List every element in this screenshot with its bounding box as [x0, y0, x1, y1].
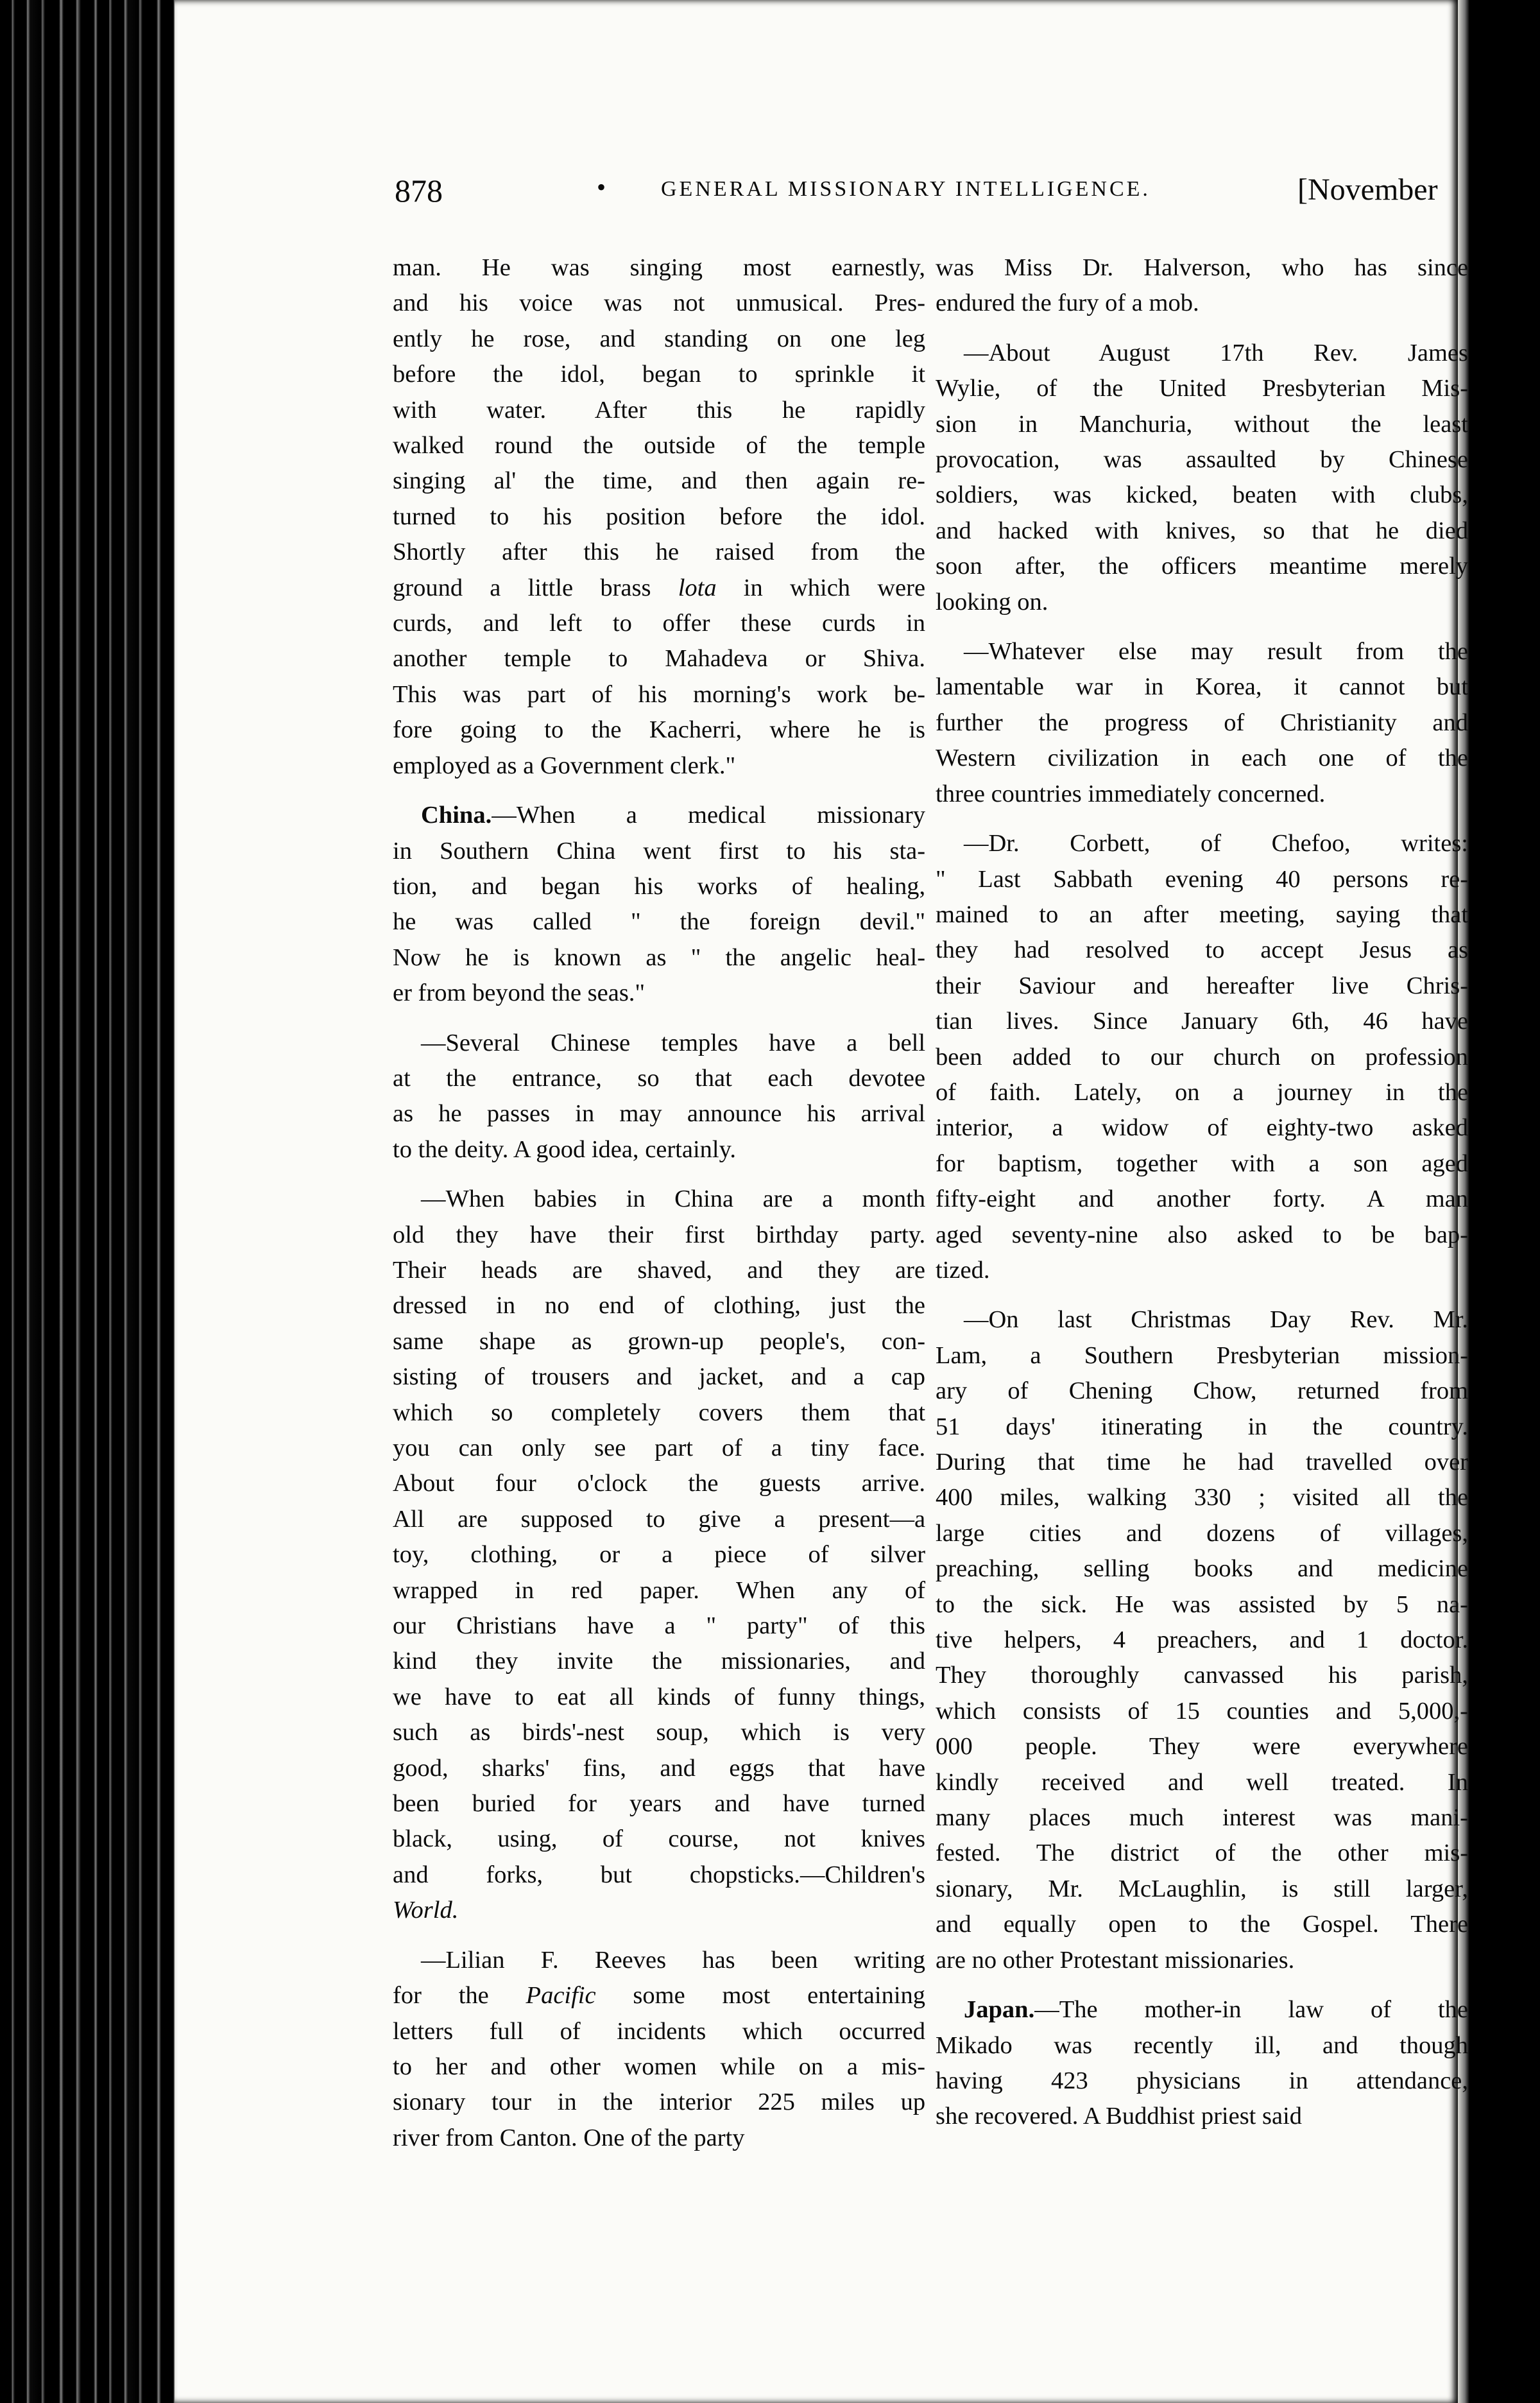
text-line: Mikado was recently ill, and though	[936, 2031, 1469, 2059]
binding-gutter	[0, 0, 193, 2403]
text-line: soon after, the officers meantime merely	[936, 553, 1469, 580]
text-line: Now he is known as " the angelic heal-	[393, 943, 926, 971]
text-line: employed as a Government clerk."	[393, 752, 736, 779]
text-line: to the deity. A good idea, certainly.	[393, 1135, 736, 1163]
text-line: —Whatever else may result from the	[964, 638, 1469, 666]
text-line: All are supposed to give a present—a	[393, 1505, 926, 1533]
text-line: sionary tour in the interior 225 miles up	[393, 2089, 926, 2116]
text-line: fifty-eight and another forty. A man	[936, 1185, 1468, 1213]
text-line: many places much interest was mani-	[936, 1804, 1468, 1832]
text-line: " Last Sabbath evening 40 persons re-	[936, 865, 1469, 893]
text-line: we have to eat all kinds of funny things,	[393, 1683, 926, 1710]
text-line: 400 miles, walking 330 ; visited all the	[936, 1484, 1469, 1512]
text-line: World.	[393, 1897, 459, 1924]
text-line: preaching, selling books and medicine	[936, 1555, 1469, 1583]
text-line-rest: —When a medical missionary	[492, 802, 926, 829]
text-line: 000 people. They were everywhere	[936, 1733, 1469, 1761]
text-line: ground a little brass lota in which were	[393, 574, 926, 601]
text-line: river from Canton. One of the party	[393, 2124, 745, 2151]
text-line: to the sick. He was assisted by 5 na-	[936, 1590, 1469, 1618]
text-line: letters full of incidents which occurred	[393, 2017, 926, 2045]
text-line: mained to an after meeting, saying that	[936, 900, 1469, 928]
text-line: turned to his position before the idol.	[393, 503, 926, 530]
section-lead: China.	[421, 802, 492, 829]
text-line: Wylie, of the United Presbyterian Mis-	[936, 375, 1469, 402]
text-line: fested. The district of the other mis-	[936, 1839, 1469, 1867]
text-line: —On last Christmas Day Rev. Mr.	[964, 1306, 1469, 1334]
paragraph	[936, 250, 1468, 322]
text-line: aged seventy-nine also asked to be bap-	[936, 1221, 1469, 1248]
text-line: old they have their first birthday party.	[393, 1221, 926, 1248]
text-line: they had resolved to accept Jesus as	[936, 936, 1469, 964]
text-line: you can only see part of a tiny face.	[393, 1434, 926, 1461]
text-line: large cities and dozens of villages,	[936, 1519, 1469, 1547]
text-line: which so completely covers them that	[393, 1399, 926, 1426]
text-line: such as birds'-nest soup, which is very	[393, 1719, 926, 1746]
text-line: to her and other women while on a mis-	[393, 2053, 926, 2080]
text-line: Their heads are shaved, and they are	[393, 1256, 926, 1284]
text-line: interior, a widow of eighty-two asked	[936, 1114, 1469, 1142]
text-line: further the progress of Christianity and	[936, 709, 1469, 736]
text-line: and his voice was not unmusical. Pres-	[393, 289, 926, 317]
paragraph	[393, 1943, 925, 2156]
text-line: man. He was singing most earnestly,	[393, 254, 925, 281]
left-column	[393, 250, 925, 2170]
text-line: wrapped in red paper. When any of	[393, 1576, 926, 1604]
page-number: 878	[395, 173, 443, 209]
text-line: was Miss Dr. Halverson, who has since	[936, 254, 1469, 281]
text-line: at the entrance, so that each devotee	[393, 1064, 926, 1092]
text-line: three countries immediately concerned.	[936, 780, 1326, 807]
text-line: They thoroughly canvassed his parish,	[936, 1662, 1468, 1689]
paragraph	[936, 336, 1468, 620]
text-line: for the Pacific some most entertaining	[393, 1982, 926, 2010]
text-line: provocation, was assaulted by Chinese	[936, 446, 1468, 474]
text-line: endured the fury of a mob.	[936, 289, 1199, 317]
text-line: singing al' the time, and then again re-	[393, 467, 925, 495]
text-line: ently he rose, and standing on one leg	[393, 325, 926, 352]
text-line: —Several Chinese temples have a bell	[421, 1029, 926, 1056]
text-line: tion, and began his works of healing,	[393, 872, 926, 900]
header-month: [November	[1297, 173, 1438, 207]
text-line: lamentable war in Korea, it cannot but	[936, 673, 1469, 701]
paragraph	[393, 1182, 925, 1929]
text-line: sionary, Mr. McLaughlin, is still larger,	[936, 1875, 1469, 1902]
paragraph	[393, 250, 925, 784]
text-line: kind they invite the missionaries, and	[393, 1648, 925, 1675]
text-line: —When babies in China are a month	[421, 1185, 926, 1213]
text-line: which consists of 15 counties and 5,000,-	[936, 1697, 1468, 1725]
text-line: —Dr. Corbett, of Chefoo, writes:	[964, 830, 1469, 857]
text-line: kindly received and well treated. In	[936, 1768, 1468, 1796]
text-line: toy, clothing, or a piece of silver	[393, 1541, 926, 1569]
text-line: been buried for years and have turned	[393, 1790, 926, 1818]
text-line: er from beyond the seas."	[393, 979, 646, 1007]
text-line: their Saviour and hereafter live Chris-	[936, 972, 1469, 999]
text-line	[393, 798, 925, 833]
section-lead: Japan.	[964, 1996, 1035, 2024]
text-line: walked round the outside of the temple	[393, 432, 926, 460]
text-line: and hacked with knives, so that he died	[936, 517, 1469, 544]
text-line-rest: —The mother-in law of the	[1034, 1996, 1469, 2024]
text-line: in Southern China went first to his sta-	[393, 837, 926, 865]
text-line: having 423 physicians in attendance,	[936, 2067, 1469, 2094]
text-line: been added to our church on profession	[936, 1043, 1469, 1071]
paragraph	[936, 634, 1468, 812]
text-line: and equally open to the Gospel. There	[936, 1911, 1469, 1938]
text-line: our Christians have a " party" of this	[393, 1612, 925, 1640]
header-bullet: •	[597, 173, 606, 202]
text-line: 51 days' itinerating in the country.	[936, 1413, 1469, 1440]
text-line: This was part of his morning's work be-	[393, 680, 926, 708]
paragraph	[936, 1992, 1468, 2135]
paragraph	[393, 1026, 925, 1168]
text-line: same shape as grown-up people's, con-	[393, 1327, 926, 1355]
text-line: sion in Manchuria, without the least	[936, 410, 1469, 438]
text-line: sisting of trousers and jacket, and a cap	[393, 1363, 926, 1391]
text-line: Shortly after this he raised from the	[393, 538, 926, 566]
text-line: he was called " the foreign devil."	[393, 908, 926, 936]
running-header	[218, 172, 1457, 223]
paragraph	[936, 826, 1468, 1288]
text-line: another temple to Mahadeva or Shiva.	[393, 645, 926, 673]
text-line: and forks, but chopsticks.—Children's	[393, 1861, 926, 1888]
text-line: good, sharks' fins, and eggs that have	[393, 1754, 926, 1782]
text-line: —About August 17th Rev. James	[964, 339, 1468, 366]
paragraph	[393, 798, 925, 1011]
text-line: with water. After this he rapidly	[393, 396, 926, 424]
text-line: are no other Protestant missionaries.	[936, 1946, 1295, 1974]
paragraph	[936, 1302, 1468, 1978]
text-line	[936, 1992, 1468, 2028]
text-line: ary of Chening Chow, returned from	[936, 1377, 1469, 1405]
text-line: she recovered. A Buddhist priest said	[936, 2103, 1303, 2130]
text-line: Western civilization in each one of the	[936, 745, 1469, 772]
text-line: before the idol, began to sprinkle it	[393, 361, 926, 388]
text-line: Lam, a Southern Presbyterian mission-	[936, 1341, 1469, 1369]
text-line: soldiers, was kicked, beaten with clubs,	[936, 481, 1469, 509]
text-line: tian lives. Since January 6th, 46 have	[936, 1008, 1468, 1035]
text-line: looking on.	[936, 588, 1048, 616]
text-line: fore going to the Kacherri, where he is	[393, 716, 926, 744]
text-line: —Lilian F. Reeves has been writing	[421, 1946, 926, 1974]
text-line: as he passes in may announce his arrival	[393, 1100, 926, 1128]
right-column	[936, 250, 1468, 2149]
text-line: About four o'clock the guests arrive.	[393, 1470, 925, 1497]
text-line: tized.	[936, 1256, 990, 1284]
running-title: GENERAL MISSIONARY INTELLIGENCE.	[661, 177, 1151, 201]
text-line: for baptism, together with a son aged	[936, 1150, 1469, 1177]
text-line: curds, and left to offer these curds in	[393, 610, 926, 637]
text-line: of faith. Lately, on a journey in the	[936, 1078, 1469, 1106]
text-line: black, using, of course, not knives	[393, 1825, 926, 1853]
text-line: dressed in no end of clothing, just the	[393, 1292, 926, 1320]
text-line: During that time he had travelled over	[936, 1449, 1469, 1476]
text-line: tive helpers, 4 preachers, and 1 doctor.	[936, 1626, 1469, 1654]
